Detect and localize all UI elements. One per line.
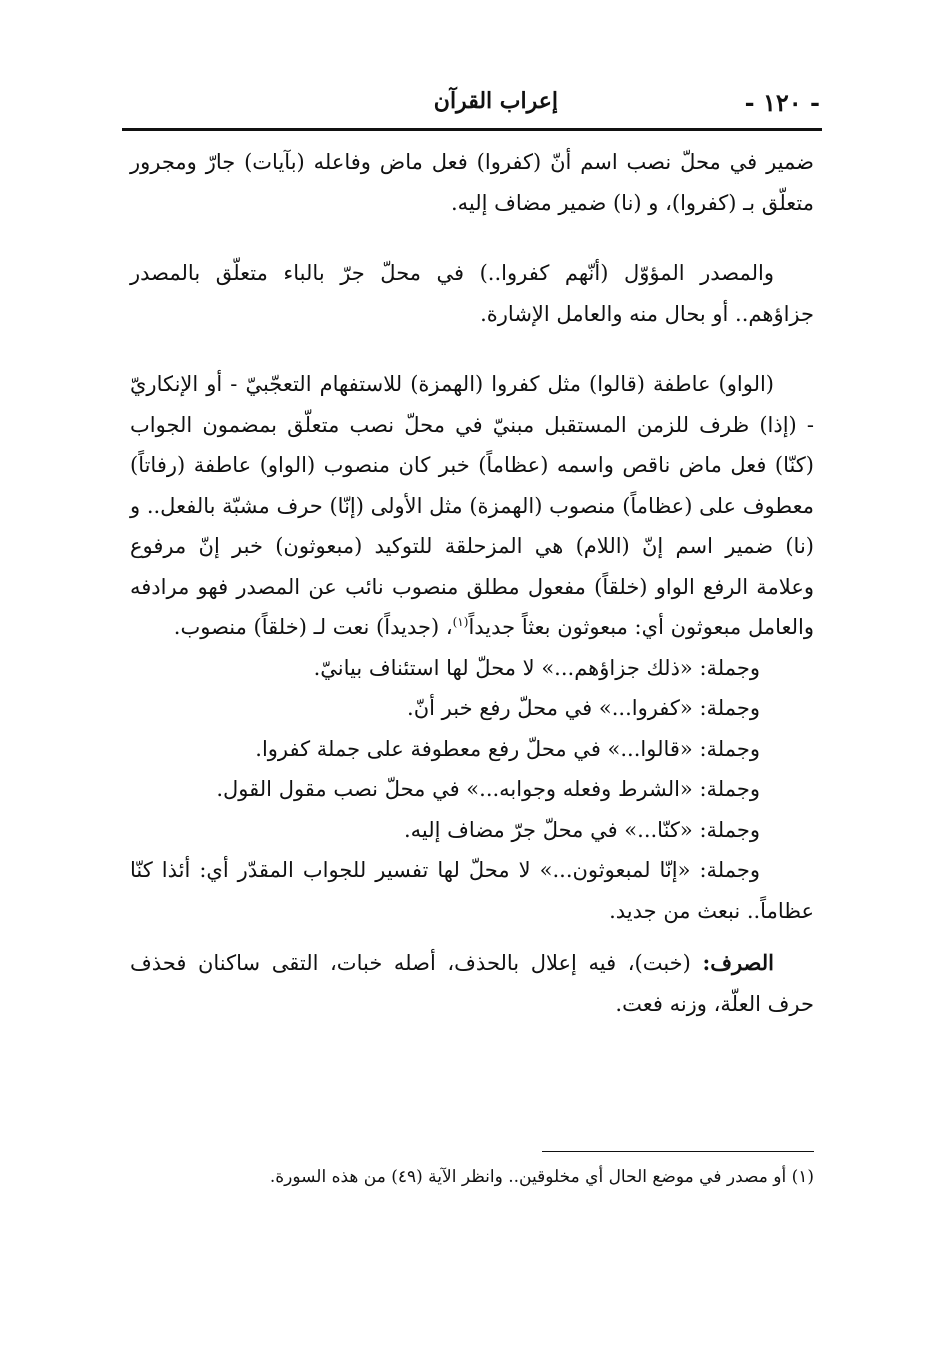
paragraph-1: ضمير في محلّ نصب اسم أنّ (كفروا) فعل ماض وفاعله (بآيات) جارّ ومجرور متعلّق بـ (كفروا)، و (نا) ضمير مضاف إليه. — [130, 150, 814, 215]
sentence-analysis-3: وجملة: «قالوا...» في محلّ رفع معطوفة على جملة كفروا. — [255, 736, 760, 761]
spacer — [130, 334, 814, 364]
sentence-analysis-4: وجملة: «الشرط وفعله وجوابه...» في محلّ نصب مقول القول. — [216, 777, 760, 801]
footnote: (١) أو مصدر في موضع الحال أي مخلوقين.. وانظر الآية (٤٩) من هذه السورة. — [269, 1167, 814, 1187]
sarf-text: (خبت)، فيه إعلال بالحذف، أصله خبات، التقى ساكنان فحذف حرف العلّة، وزنه فعت. — [130, 951, 814, 1016]
sentence-analysis-5: وجملة: «كنّا...» في محلّ جرّ مضاف إليه. — [403, 817, 760, 842]
sentence-analysis-2: وجملة: «كفروا...» في محلّ رفع خبر أنّ. — [407, 696, 760, 720]
sentence-analysis-1: وجملة: «ذلك جزاؤهم...» لا محلّ لها استئناف بيانيّ. — [313, 655, 760, 680]
paragraph-3 — [130, 364, 814, 648]
spacer — [130, 931, 814, 943]
header-rule — [122, 128, 822, 131]
paragraph-2: والمصدر المؤوّل (أنّهم كفروا..) في محلّ جرّ بالباء متعلّق بالمصدر جزاؤهم.. أو بحال منه والعامل الإشارة. — [130, 261, 814, 326]
sentence-analysis-6: وجملة: «إنّا لمبعوثون...» لا محلّ لها تفسير للجواب المقدّر أي: أئذا كنّا عظاماً.. نبعث من جديد. — [130, 858, 814, 923]
footnote-rule — [542, 1151, 814, 1152]
sarf-paragraph — [130, 943, 814, 1024]
page-number: - ١٢٠ - — [744, 88, 820, 117]
paragraph-3-text-end: ، (جديداً) نعت لـ (خلقاً) منصوب. — [173, 615, 453, 639]
sarf-label: الصرف: — [702, 950, 774, 975]
main-text — [130, 142, 814, 1024]
page-header — [122, 88, 820, 124]
spacer — [130, 223, 814, 253]
running-title: إعراب القرآن — [433, 88, 558, 114]
paragraph-3-text: (الواو) عاطفة (قالوا) مثل كفروا (الهمزة) للاستفهام التعجّبيّ - أو الإنكاريّ - (إذا) ظرف للزمن المستقبل مبنيّ في محلّ نصب متعلّق بمضمون الجواب (كنّا) فعل ماض ناقص واسمه (عظاماً) خبر كان منصوب (الواو) عاطفة (رفاتاً) معطوف على (عظاماً) منصوب (الهمزة) مثل الأولى (إنّا) حرف مشبّة بالفعل.. و (نا) ضمير اسم إنّ (اللام) هي المزحلقة للتوكيد (مبعوثون) خبر إنّ مرفوع وعلامة الرفع الواو (خلقاً) مفعول مطلق منصوب نائب عن المصدر فهو مرادفه والعامل مبعوثون أي: مبعوثون بعثاً جديداً — [130, 372, 814, 639]
footnote-marker: (١) — [452, 615, 469, 629]
